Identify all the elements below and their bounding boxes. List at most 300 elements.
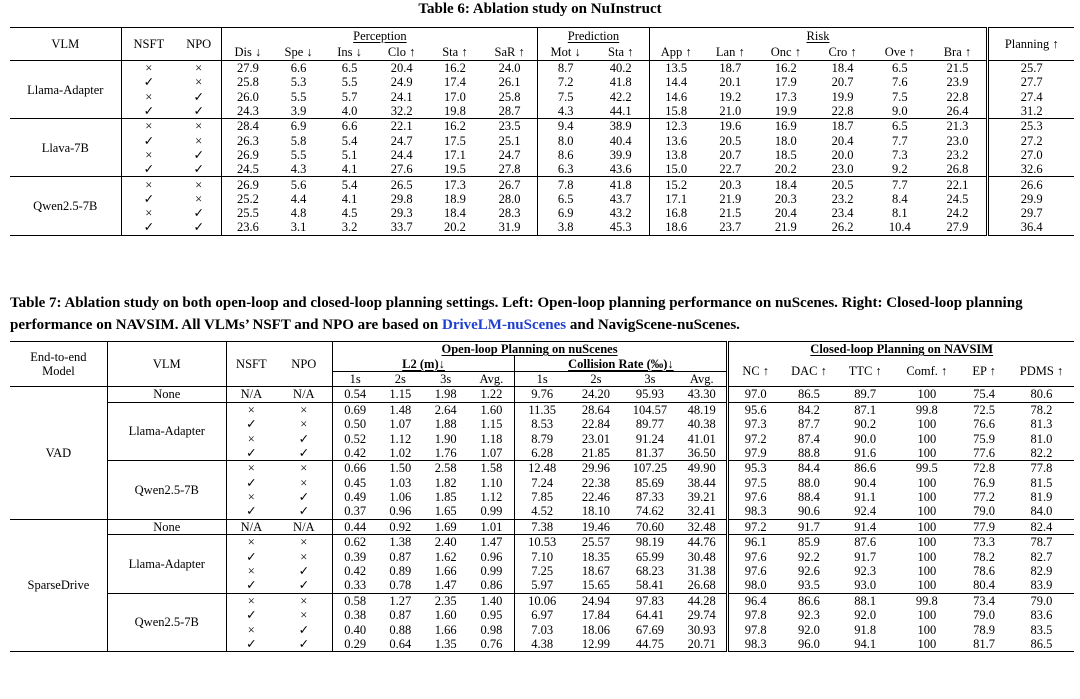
value-cell: 33.7 <box>375 220 428 235</box>
value-cell: 31.38 <box>687 564 716 579</box>
value-cell: 20.3 <box>774 191 797 206</box>
col-header: Mot ↓ <box>538 43 593 61</box>
value-cell: 0.37 <box>332 504 377 519</box>
value-cell: 24.9 <box>390 75 413 90</box>
table-row <box>10 402 1074 417</box>
value-cell: 7.5 <box>538 90 593 104</box>
value-cell: 3.2 <box>324 220 376 235</box>
value-cell: 104.57 <box>632 402 668 417</box>
value-cell: 99.8 <box>915 593 938 608</box>
value-cell: 45.3 <box>593 220 649 235</box>
value-cell: 24.3 <box>222 104 274 119</box>
value-cell: 97.0 <box>728 387 782 402</box>
value-cell: 8.1 <box>891 206 908 221</box>
value-cell: 26.0 <box>222 90 274 104</box>
value-cell: 68.23 <box>635 564 665 579</box>
value-cell: 1.38 <box>389 535 412 550</box>
value-cell: 1.01 <box>468 519 514 534</box>
value-cell: 95.3 <box>728 461 782 476</box>
table-row <box>10 192 1074 206</box>
value-cell: 20.0 <box>831 147 854 162</box>
value-cell: 18.7 <box>719 61 742 76</box>
flag-cell: × <box>195 177 203 192</box>
baseline-row <box>10 387 1074 402</box>
flag-cell: None <box>107 387 226 402</box>
table6 <box>10 27 1074 236</box>
col-npo: NPO <box>176 28 222 61</box>
col-header: 3s <box>423 371 468 386</box>
value-cell: 0.45 <box>332 476 377 490</box>
col-header: Clo ↑ <box>375 43 428 61</box>
value-cell: 43.6 <box>593 162 649 177</box>
value-cell: 43.30 <box>677 387 728 402</box>
value-cell: 86.6 <box>798 593 820 608</box>
value-cell: 27.6 <box>375 162 428 177</box>
value-cell: 97.5 <box>728 476 782 490</box>
value-cell: 23.7 <box>703 220 758 235</box>
value-cell: 1.22 <box>468 387 514 402</box>
value-cell: 1.58 <box>480 461 503 476</box>
value-cell: 7.03 <box>515 622 569 636</box>
value-cell: 4.38 <box>515 637 569 652</box>
table-row <box>10 177 1074 192</box>
value-cell: 39.9 <box>609 147 632 162</box>
vlm-name: Llama-Adapter <box>107 535 226 594</box>
value-cell: 24.5 <box>222 162 274 177</box>
value-cell: 41.8 <box>609 75 632 90</box>
value-cell: 21.85 <box>569 446 623 461</box>
value-cell: 0.64 <box>378 637 423 652</box>
value-cell: 100 <box>894 387 959 402</box>
flag-cell: ✓ <box>176 104 222 119</box>
value-cell: 98.3 <box>728 637 782 652</box>
flag-cell: × <box>300 402 308 417</box>
value-cell: 92.3 <box>798 608 820 623</box>
vlm-name: Qwen2.5-7B <box>107 461 226 520</box>
value-cell: 6.5 <box>341 61 358 76</box>
value-cell: 1.82 <box>434 475 457 490</box>
value-cell: 81.0 <box>1030 431 1053 446</box>
value-cell: 78.7 <box>1030 535 1053 550</box>
value-cell: 16.8 <box>649 206 703 220</box>
baseline-row <box>10 519 1074 534</box>
table-row <box>10 119 1074 134</box>
value-cell: 19.9 <box>831 89 854 104</box>
value-cell: 100 <box>894 446 959 461</box>
col-header: EP ↑ <box>959 356 1009 386</box>
value-cell: 16.2 <box>443 119 466 134</box>
value-cell: 91.7 <box>782 519 836 534</box>
value-cell: 92.6 <box>798 564 820 579</box>
value-cell: 4.0 <box>324 104 376 119</box>
value-cell: 8.53 <box>515 417 569 431</box>
col-header: 2s <box>378 371 423 386</box>
value-cell: 36.50 <box>677 446 728 461</box>
value-cell: 43.2 <box>609 206 632 221</box>
value-cell: 11.35 <box>515 402 569 417</box>
value-cell: 87.7 <box>798 417 820 432</box>
value-cell: 18.7 <box>831 119 854 134</box>
vlm-name: Llama-Adapter <box>107 402 226 461</box>
value-cell: 67.69 <box>635 622 665 637</box>
value-cell: 18.10 <box>581 504 610 519</box>
flag-cell: ✓ <box>176 162 222 177</box>
value-cell: 2.58 <box>434 461 457 476</box>
value-cell: 26.1 <box>498 75 521 90</box>
value-cell: 2.40 <box>434 535 457 550</box>
value-cell: 25.3 <box>988 119 1074 134</box>
value-cell: 3.8 <box>538 220 593 235</box>
value-cell: 20.4 <box>774 206 797 221</box>
value-cell: 87.33 <box>635 490 665 505</box>
value-cell: 98.19 <box>635 535 665 550</box>
value-cell: 25.1 <box>498 133 521 148</box>
drivelm-nuscenes-link[interactable]: DriveLM-nuScenes <box>441 317 567 333</box>
col-header: 1s <box>332 371 377 386</box>
value-cell: 8.6 <box>538 148 593 162</box>
value-cell: 80.4 <box>959 578 1009 593</box>
value-cell: 86.5 <box>782 387 836 402</box>
flag-cell: × <box>300 593 308 608</box>
col-header: PDMS ↑ <box>1009 356 1074 386</box>
value-cell: 1.07 <box>389 417 412 432</box>
flag-cell: × <box>226 431 276 445</box>
value-cell: 29.9 <box>988 192 1074 206</box>
flag-cell: × <box>195 61 203 76</box>
value-cell: 95.93 <box>623 387 677 402</box>
value-cell: 21.0 <box>703 104 758 119</box>
value-cell: 1.90 <box>434 431 457 446</box>
value-cell: 20.5 <box>719 133 742 148</box>
value-cell: 22.8 <box>814 104 871 119</box>
value-cell: 24.7 <box>390 133 413 148</box>
col-header: Sta ↑ <box>428 43 482 61</box>
value-cell: 78.2 <box>973 549 996 564</box>
value-cell: 97.8 <box>728 608 782 622</box>
value-cell: 4.1 <box>324 162 376 177</box>
value-cell: 15.8 <box>649 104 703 119</box>
group-prediction: Prediction <box>538 28 649 44</box>
value-cell: 1.27 <box>389 593 412 608</box>
value-cell: 7.2 <box>538 75 593 89</box>
flag-cell: × <box>226 461 276 476</box>
value-cell: 13.5 <box>649 61 703 76</box>
value-cell: 100 <box>917 608 937 623</box>
value-cell: 100 <box>917 431 937 446</box>
value-cell: 99.8 <box>915 402 938 417</box>
value-cell: 20.2 <box>758 162 814 177</box>
value-cell: 15.0 <box>649 162 703 177</box>
value-cell: 17.9 <box>774 75 797 90</box>
flag-cell: ✓ <box>226 549 276 563</box>
value-cell: 100 <box>917 490 937 505</box>
value-cell: 88.8 <box>782 446 836 461</box>
value-cell: 6.28 <box>515 446 569 461</box>
value-cell: 100 <box>917 535 937 550</box>
value-cell: 22.38 <box>581 475 610 490</box>
flag-cell: ✓ <box>226 608 276 622</box>
value-cell: 24.94 <box>581 593 610 608</box>
value-cell: 76.9 <box>973 475 996 490</box>
value-cell: 32.48 <box>677 519 728 534</box>
group-l2: L2 (m)↓ <box>332 356 515 371</box>
flag-cell: × <box>300 417 308 432</box>
value-cell: 23.2 <box>831 191 854 206</box>
value-cell: 29.7 <box>988 206 1074 220</box>
table-row <box>10 593 1074 608</box>
flag-cell: None <box>107 519 226 534</box>
value-cell: 1.62 <box>434 549 457 564</box>
value-cell: 18.35 <box>581 549 610 564</box>
value-cell: 1.03 <box>389 475 412 490</box>
value-cell: 1.47 <box>423 578 468 593</box>
value-cell: 100 <box>917 622 937 637</box>
value-cell: 5.6 <box>290 177 307 192</box>
value-cell: 6.97 <box>515 608 569 622</box>
value-cell: 79.0 <box>973 504 996 519</box>
col-nsft: NSFT <box>226 342 276 387</box>
value-cell: 13.8 <box>649 148 703 162</box>
value-cell: 92.4 <box>854 504 877 519</box>
flag-cell: N/A <box>226 519 276 534</box>
value-cell: 26.5 <box>390 177 413 192</box>
value-cell: 12.3 <box>649 119 703 134</box>
col-model: End-to-end Model <box>10 342 107 387</box>
value-cell: 1.18 <box>480 431 503 446</box>
value-cell: 26.3 <box>222 133 274 147</box>
value-cell: 7.5 <box>891 89 908 104</box>
value-cell: 88.0 <box>798 475 820 490</box>
value-cell: 26.4 <box>928 104 988 119</box>
value-cell: 85.9 <box>798 535 820 550</box>
value-cell: 81.7 <box>959 637 1009 652</box>
value-cell: 14.6 <box>649 90 703 104</box>
value-cell: 5.4 <box>341 133 358 148</box>
value-cell: 91.1 <box>854 490 877 505</box>
value-cell: 0.44 <box>332 519 377 534</box>
col-header: Spe ↓ <box>273 43 323 61</box>
flag-cell: × <box>121 206 176 220</box>
value-cell: 1.10 <box>480 475 503 490</box>
value-cell: 97.2 <box>728 431 782 445</box>
value-cell: 91.4 <box>836 519 894 534</box>
col-npo: NPO <box>276 342 332 387</box>
value-cell: 91.24 <box>635 431 665 446</box>
value-cell: 93.5 <box>782 578 836 593</box>
value-cell: 27.9 <box>222 61 274 76</box>
value-cell: 100 <box>894 637 959 652</box>
flag-cell: × <box>121 148 176 162</box>
value-cell: 44.1 <box>593 104 649 119</box>
value-cell: 1.06 <box>389 490 412 505</box>
value-cell: 20.4 <box>831 133 854 148</box>
value-cell: 1.98 <box>423 387 468 402</box>
flag-cell: × <box>226 593 276 608</box>
col-header: DAC ↑ <box>782 356 836 386</box>
table-row <box>10 162 1074 177</box>
flag-cell: × <box>121 119 176 134</box>
value-cell: 87.4 <box>798 431 820 446</box>
value-cell: 90.6 <box>798 504 820 519</box>
value-cell: 78.2 <box>1030 402 1053 417</box>
value-cell: 21.3 <box>946 119 969 134</box>
value-cell: 97.6 <box>728 549 782 563</box>
value-cell: 26.9 <box>222 177 274 192</box>
value-cell: 76.6 <box>973 417 996 432</box>
value-cell: 0.98 <box>480 622 503 637</box>
value-cell: 98.0 <box>728 578 782 593</box>
value-cell: 97.3 <box>728 417 782 431</box>
flag-cell: × <box>226 535 276 550</box>
value-cell: 23.4 <box>831 206 854 221</box>
value-cell: 44.75 <box>623 637 677 652</box>
value-cell: 8.4 <box>891 191 908 206</box>
col-header: Bra ↑ <box>928 43 988 61</box>
flag-cell: N/A <box>226 387 276 402</box>
value-cell: 24.1 <box>390 89 413 104</box>
value-cell: 87.1 <box>854 402 877 417</box>
value-cell: 70.60 <box>623 519 677 534</box>
value-cell: 5.97 <box>515 578 569 593</box>
table-row <box>10 104 1074 119</box>
value-cell: 22.46 <box>581 490 610 505</box>
value-cell: 20.4 <box>390 61 413 76</box>
value-cell: 24.2 <box>946 206 969 221</box>
flag-cell: N/A <box>276 519 332 534</box>
value-cell: 0.38 <box>332 608 377 622</box>
value-cell: 19.6 <box>719 119 742 134</box>
flag-cell: ✓ <box>121 133 176 147</box>
value-cell: 19.9 <box>758 104 814 119</box>
value-cell: 17.3 <box>443 177 466 192</box>
value-cell: 81.5 <box>1030 475 1053 490</box>
value-cell: 30.93 <box>687 622 716 637</box>
value-cell: 1.07 <box>468 446 514 461</box>
flag-cell: ✓ <box>226 417 276 431</box>
flag-cell: × <box>195 119 203 134</box>
value-cell: 28.64 <box>581 402 610 417</box>
value-cell: 1.60 <box>434 608 457 623</box>
value-cell: 25.7 <box>988 61 1074 76</box>
value-cell: 97.2 <box>728 519 782 534</box>
value-cell: 86.6 <box>854 461 877 476</box>
value-cell: 17.1 <box>443 147 466 162</box>
model-name: Llava-7B <box>10 119 121 177</box>
value-cell: 22.7 <box>703 162 758 177</box>
value-cell: 23.9 <box>946 75 969 90</box>
value-cell: 7.25 <box>515 564 569 578</box>
value-cell: 29.3 <box>390 206 413 221</box>
value-cell: 6.3 <box>538 162 593 177</box>
value-cell: 19.5 <box>428 162 482 177</box>
value-cell: 84.0 <box>1030 504 1053 519</box>
model-name: Llama-Adapter <box>10 61 121 119</box>
value-cell: 18.5 <box>774 147 797 162</box>
value-cell: 24.5 <box>946 191 969 206</box>
value-cell: 1.65 <box>434 504 457 519</box>
value-cell: 44.76 <box>687 535 716 550</box>
value-cell: 1.12 <box>389 431 412 446</box>
value-cell: 0.95 <box>480 608 503 623</box>
value-cell: 17.4 <box>443 75 466 90</box>
value-cell: 97.8 <box>728 622 782 636</box>
col-header: TTC ↑ <box>836 356 894 386</box>
value-cell: 12.99 <box>569 637 623 652</box>
value-cell: 107.25 <box>632 461 668 476</box>
value-cell: 27.8 <box>482 162 538 177</box>
table-row <box>10 133 1074 147</box>
value-cell: 82.4 <box>1009 519 1074 534</box>
value-cell: 84.4 <box>798 461 820 476</box>
value-cell: 26.6 <box>988 177 1074 192</box>
value-cell: 0.92 <box>378 519 423 534</box>
value-cell: 1.88 <box>434 417 457 432</box>
value-cell: 78.9 <box>973 622 996 637</box>
value-cell: 5.5 <box>341 75 358 90</box>
value-cell: 72.8 <box>973 461 996 476</box>
value-cell: 26.68 <box>677 578 728 593</box>
value-cell: 27.7 <box>988 75 1074 89</box>
value-cell: 80.6 <box>1009 387 1074 402</box>
value-cell: 18.4 <box>443 206 466 221</box>
value-cell: 5.8 <box>290 133 307 148</box>
value-cell: 26.2 <box>814 220 871 235</box>
value-cell: 77.6 <box>959 446 1009 461</box>
value-cell: 1.15 <box>378 387 423 402</box>
value-cell: 17.0 <box>443 89 466 104</box>
col-vlm: VLM <box>107 342 226 387</box>
value-cell: 92.0 <box>798 622 820 637</box>
value-cell: 97.6 <box>728 564 782 578</box>
value-cell: 79.0 <box>1030 593 1053 608</box>
value-cell: 7.85 <box>515 490 569 504</box>
value-cell: 6.9 <box>290 119 307 134</box>
value-cell: 81.3 <box>1030 417 1053 432</box>
value-cell: 77.2 <box>973 490 996 505</box>
model-name: Qwen2.5-7B <box>10 177 121 235</box>
value-cell: 75.4 <box>959 387 1009 402</box>
flag-cell: × <box>195 75 203 90</box>
value-cell: 0.78 <box>378 578 423 593</box>
value-cell: 29.96 <box>581 461 610 476</box>
value-cell: 23.5 <box>498 119 521 134</box>
value-cell: 29.8 <box>390 191 413 206</box>
value-cell: 7.8 <box>538 177 593 192</box>
value-cell: 1.48 <box>389 402 412 417</box>
value-cell: 100 <box>917 475 937 490</box>
value-cell: 10.53 <box>515 535 569 550</box>
value-cell: 0.42 <box>332 564 377 578</box>
value-cell: 40.4 <box>609 133 632 148</box>
value-cell: 4.52 <box>515 504 569 519</box>
flag-cell: × <box>300 549 308 564</box>
value-cell: 21.9 <box>719 191 742 206</box>
value-cell: 81.37 <box>623 446 677 461</box>
value-cell: 25.5 <box>222 206 274 220</box>
value-cell: 43.7 <box>609 191 632 206</box>
value-cell: 82.9 <box>1030 564 1053 579</box>
value-cell: 16.2 <box>443 61 466 76</box>
value-cell: 22.8 <box>946 89 969 104</box>
table-row <box>10 206 1074 220</box>
flag-cell: ✓ <box>298 490 310 505</box>
value-cell: 21.5 <box>946 61 969 76</box>
col-vlm: VLM <box>10 28 121 61</box>
value-cell: 39.21 <box>687 490 716 505</box>
value-cell: 40.38 <box>687 417 716 432</box>
value-cell: 27.4 <box>988 90 1074 104</box>
flag-cell: ✓ <box>121 104 176 119</box>
